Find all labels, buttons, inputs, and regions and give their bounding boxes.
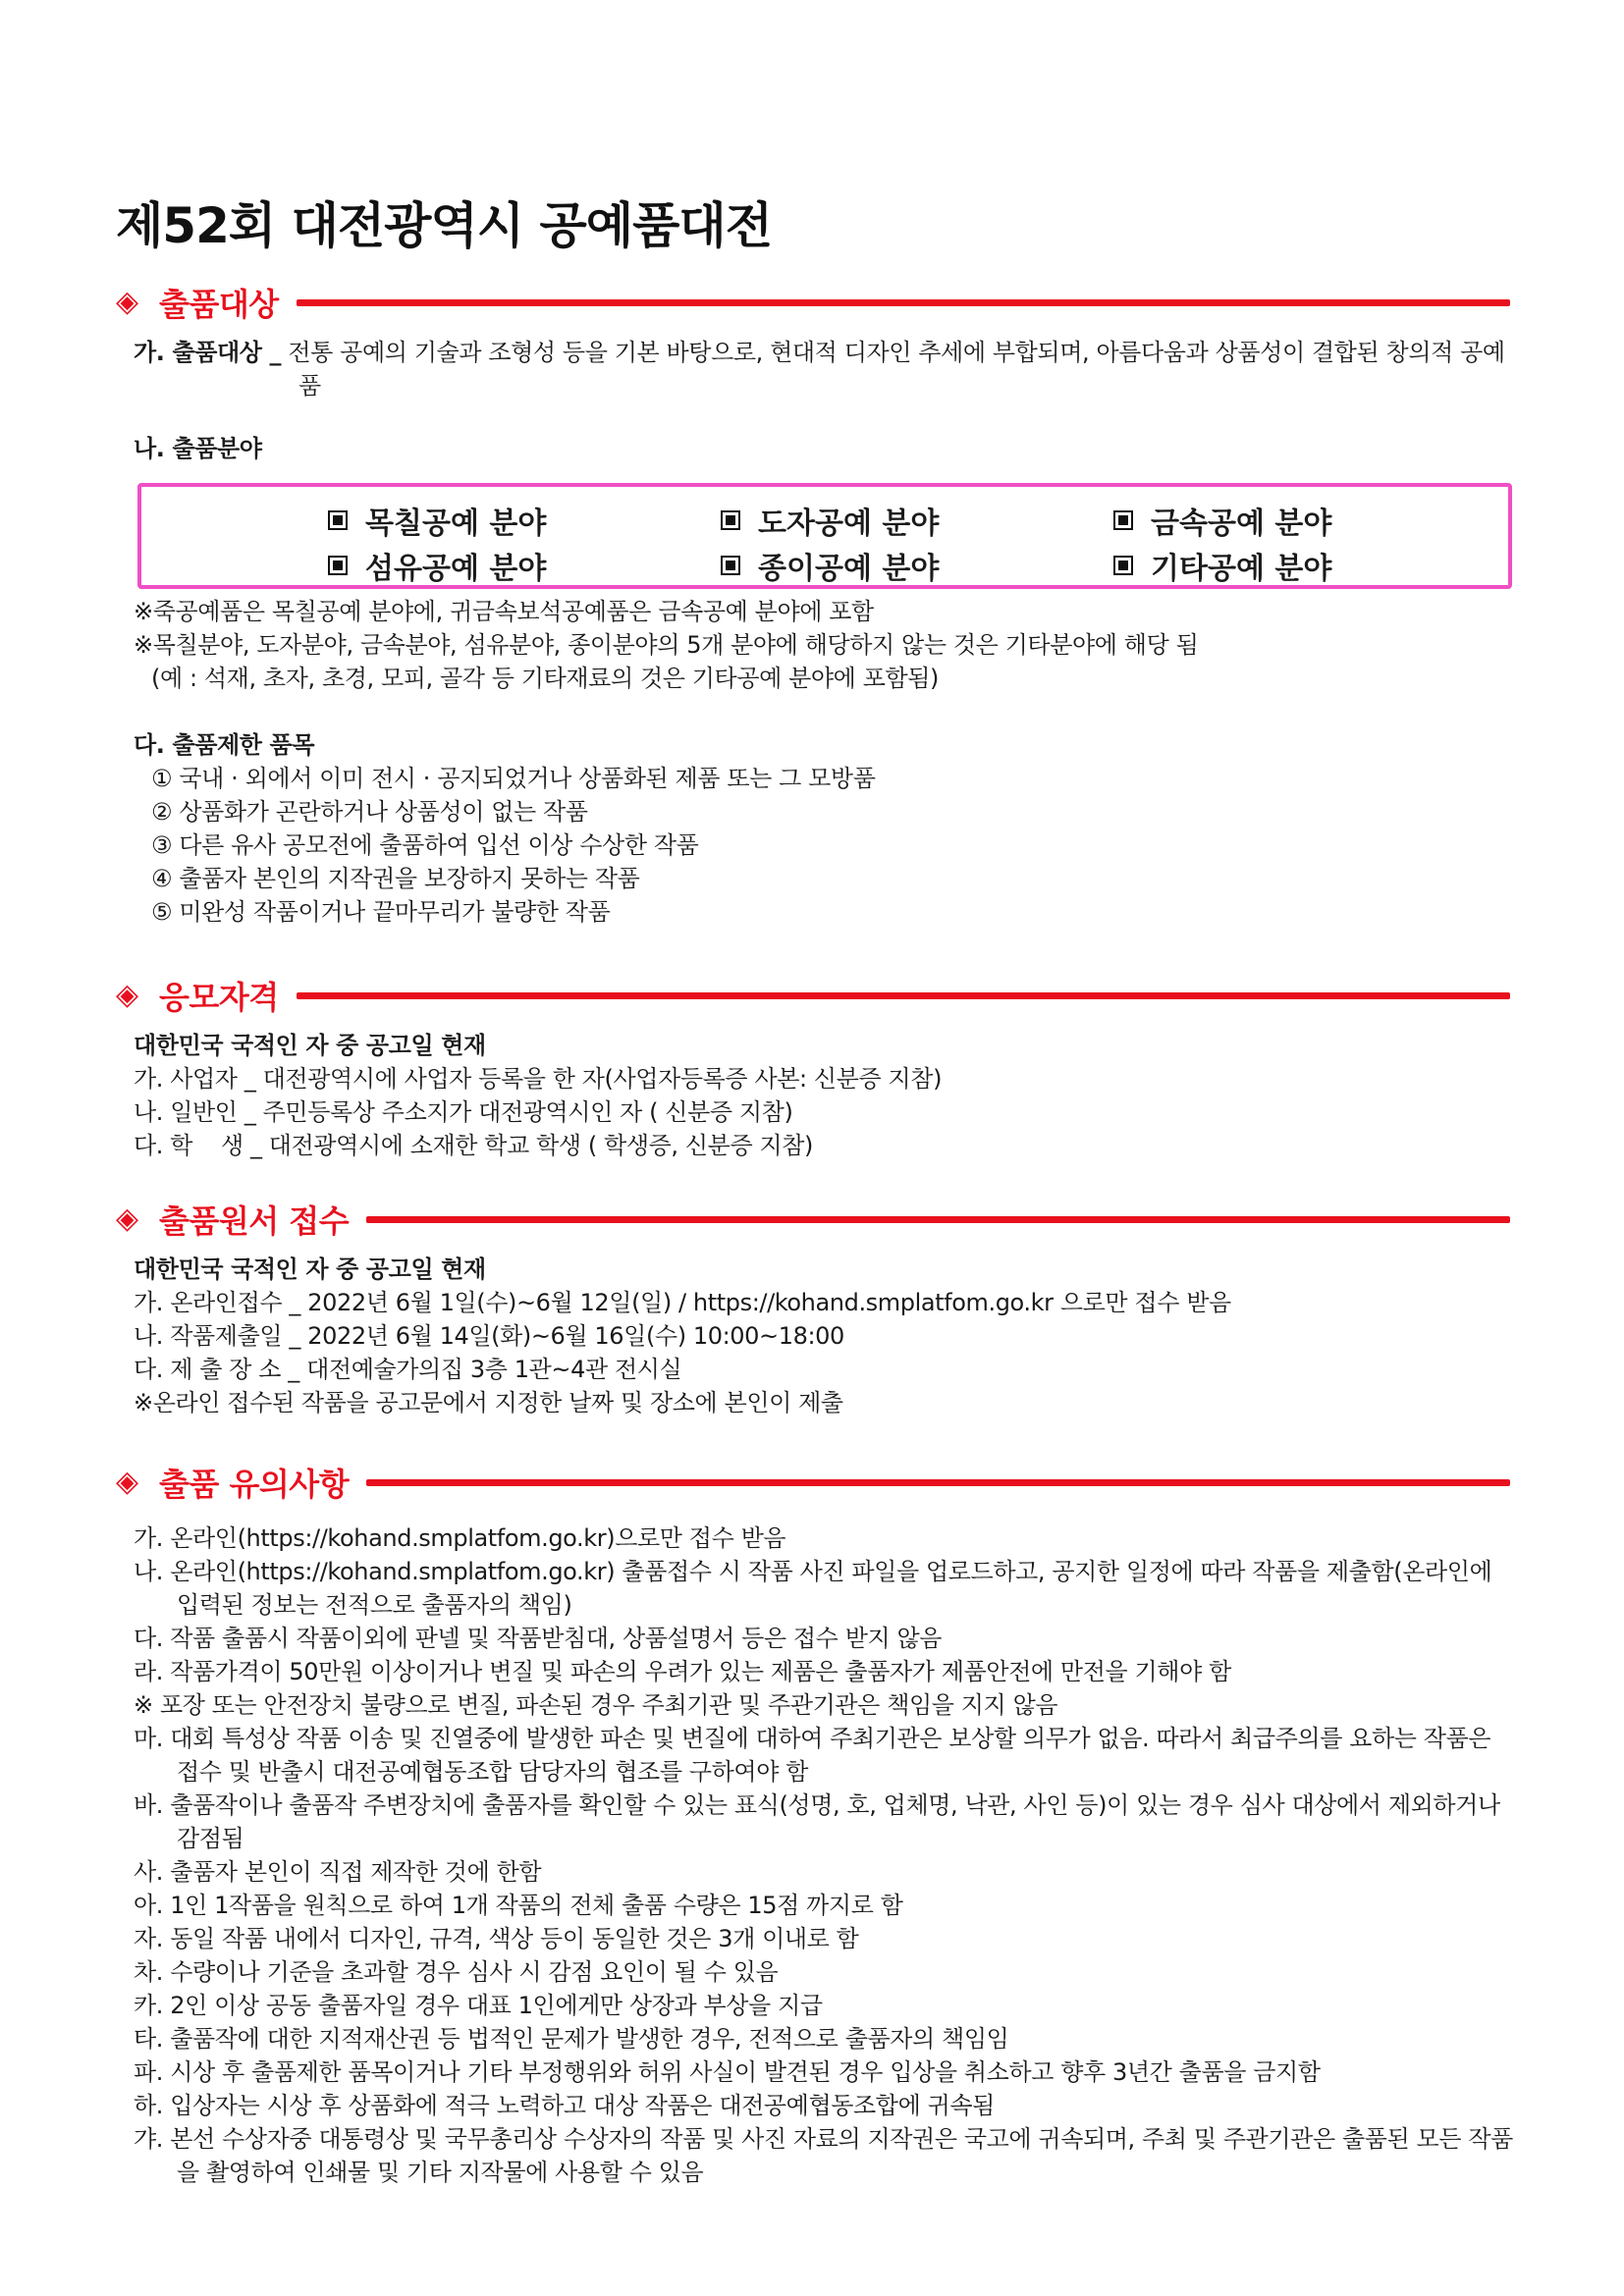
notice-item: 카. 2인 이상 공동 출품자일 경우 대표 1인에게만 상장과 부상을 지급 xyxy=(134,1992,823,2019)
category-text: 섬유공예 분야 xyxy=(365,552,547,586)
target-text: 전통 공예의 기술과 조형성 등을 기본 바탕으로, 현대적 디자인 추세에 부합되며, 아름다움과 상품성이 결합된 창의적 공예품 xyxy=(288,339,1505,400)
eligibility-item: 나. 일반인 _ 주민등록상 주소지가 대전광역시인 자 ( 신분증 지참) xyxy=(134,1098,793,1126)
target-label: 가. 출품대상 _ xyxy=(134,339,282,366)
section-rule xyxy=(366,1479,1510,1486)
restriction-label: 다. 출품제한 품목 xyxy=(134,731,315,759)
notice-item: 차. 수량이나 기준을 초과할 경우 심사 시 감점 요인이 될 수 있음 xyxy=(134,1958,779,1986)
restriction-item: ⑤ 미완성 작품이거나 끝마무리가 불량한 작품 xyxy=(151,898,611,926)
category-text: 도자공예 분야 xyxy=(758,507,940,541)
notice-item: 마. 대회 특성상 작품 이송 및 진열중에 발생한 파손 및 변질에 대하여 주최기관은 보상할 의무가 없음. 따라서 최급주의를 요하는 작품은 접수 및 반출시 대전공예협동조합 담당자의 협조를 구하여야 함 xyxy=(134,1725,1491,1786)
eligibility-lead: 대한민국 국적인 자 중 공고일 현재 xyxy=(134,1032,486,1059)
note-line: ※죽공예품은 목칠공예 분야에, 귀금속보석공예품은 금속공예 분야에 포함 xyxy=(134,598,874,625)
section-title: 출품대상 xyxy=(159,286,279,323)
restriction-item: ② 상품화가 곤란하거나 상품성이 없는 작품 xyxy=(151,798,588,826)
category-item xyxy=(1113,499,1331,542)
notice-item: 자. 동일 작품 내에서 디자인, 규격, 색상 등이 동일한 것은 3개 이내로 함 xyxy=(134,1925,859,1952)
note-line: (예 : 석재, 초자, 초경, 모피, 골각 등 기타재료의 것은 기타공예 분야에 포함됨) xyxy=(151,665,940,692)
category-text: 목칠공예 분야 xyxy=(365,507,547,541)
category-box xyxy=(137,483,1512,589)
category-heading xyxy=(134,432,1518,465)
notice-item: 다. 작품 출품시 작품이외에 판넬 및 작품받침대, 상품설명서 등은 접수 받지 않음 xyxy=(134,1625,943,1652)
section-title: 응모자격 xyxy=(159,979,279,1016)
application-item: ※온라인 접수된 작품을 공고문에서 지정한 날짜 및 장소에 본인이 제출 xyxy=(134,1389,843,1416)
section-title: 출품원서 접수 xyxy=(159,1202,350,1240)
category-item xyxy=(721,544,939,587)
application-item: 다. 제 출 장 소 _ 대전예술가의집 3층 1관~4관 전시실 xyxy=(134,1356,682,1383)
application-list xyxy=(134,1253,1518,1419)
section-rule xyxy=(297,992,1510,999)
eligibility-list xyxy=(134,1029,1518,1162)
category-text: 종이공예 분야 xyxy=(758,552,940,586)
category-item xyxy=(328,544,546,587)
category-item xyxy=(721,499,939,542)
section-header-application xyxy=(116,1200,1510,1239)
notice-item: 갸. 본선 수상자중 대통령상 및 국무총리상 수상자의 작품 및 사진 자료의 지작권은 국고에 귀속되며, 주최 및 주관기관은 출품된 모든 작품을 촬영하여 인쇄물 및 기타 지작물에 사용할 수 있음 xyxy=(134,2125,1513,2186)
notice-item: 아. 1인 1작품을 원칙으로 하여 1개 작품의 전체 출품 수량은 15점 까지로 함 xyxy=(134,1892,903,1919)
note-line: ※목칠분야, 도자분야, 금속분야, 섬유분야, 종이분야의 5개 분야에 해당하지 않는 것은 기타분야에 해당 됨 xyxy=(134,631,1199,659)
target-line xyxy=(134,336,1518,402)
filled-square-icon xyxy=(1113,556,1133,575)
section-header-eligibility xyxy=(116,976,1510,1015)
notice-item: 사. 출품자 본인이 직접 제작한 것에 한함 xyxy=(134,1858,542,1886)
notice-item: 나. 온라인(https://kohand.smplatfom.go.kr) 출품접수 시 작품 사진 파일을 업로드하고, 공지한 일정에 따라 작품을 제출함(온라인에 입력된 정보는 전적으로 출품자의 책임) xyxy=(134,1558,1492,1619)
application-lead: 대한민국 국적인 자 중 공고일 현재 xyxy=(134,1255,486,1283)
document-title: 제52회 대전광역시 공예품대전 xyxy=(116,197,772,254)
category-label: 나. 출품분야 xyxy=(134,435,262,462)
section-header-notice xyxy=(116,1463,1510,1502)
notice-list xyxy=(134,1522,1518,2189)
notice-item: 가. 온라인(https://kohand.smplatfom.go.kr)으로만 접수 받음 xyxy=(134,1524,786,1552)
restriction-item: ① 국내 · 외에서 이미 전시 · 공지되었거나 상품화된 제품 또는 그 모방품 xyxy=(151,765,876,792)
application-item: 나. 작품제출일 _ 2022년 6월 14일(화)~6월 16일(수) 10:00~18:00 xyxy=(134,1322,844,1350)
section-rule xyxy=(366,1216,1510,1223)
category-item xyxy=(1113,544,1331,587)
section-title: 출품 유의사항 xyxy=(159,1466,350,1503)
category-text: 기타공예 분야 xyxy=(1151,552,1332,586)
notice-item: 바. 출품작이나 출품작 주변장치에 출품자를 확인할 수 있는 표식(성명, 호, 업체명, 낙관, 사인 등)이 있는 경우 심사 대상에서 제외하거나 감점됨 xyxy=(134,1791,1500,1852)
category-text: 금속공예 분야 xyxy=(1151,507,1332,541)
target-description xyxy=(134,336,1518,402)
diamond-marker-icon: ◈ xyxy=(116,1201,139,1236)
section-rule xyxy=(297,299,1510,306)
application-item: 가. 온라인접수 _ 2022년 6월 1일(수)~6월 12일(일) / https://kohand.smplatfom.go.kr 으로만 접수 받음 xyxy=(134,1289,1231,1316)
eligibility-item: 가. 사업자 _ 대전광역시에 사업자 등록을 한 자(사업자등록증 사본: 신분증 지참) xyxy=(134,1065,943,1093)
notice-item: 하. 입상자는 시상 후 상품화에 적극 노력하고 대상 작품은 대전공예협동조합에 귀속됨 xyxy=(134,2092,995,2119)
category-notes xyxy=(134,595,1518,695)
section-header-target xyxy=(116,283,1510,322)
filled-square-icon xyxy=(328,556,348,575)
diamond-marker-icon: ◈ xyxy=(116,285,139,319)
notice-item: ※ 포장 또는 안전장치 불량으로 변질, 파손된 경우 주최기관 및 주관기관은 책임을 지지 않음 xyxy=(134,1691,1058,1719)
notice-item: 파. 시상 후 출품제한 품목이거나 기타 부정행위와 허위 사실이 발견된 경우 입상을 취소하고 향후 3년간 출품을 금지함 xyxy=(134,2058,1321,2086)
eligibility-item: 다. 학 생 _ 대전광역시에 소재한 학교 학생 ( 학생증, 신분증 지참) xyxy=(134,1132,814,1159)
filled-square-icon xyxy=(328,510,348,530)
notice-item: 타. 출품작에 대한 지적재산권 등 법적인 문제가 발생한 경우, 전적으로 출품자의 책임임 xyxy=(134,2025,1009,2053)
notice-item: 라. 작품가격이 50만원 이상이거나 변질 및 파손의 우려가 있는 제품은 출품자가 제품안전에 만전을 기해야 함 xyxy=(134,1658,1231,1685)
restriction-list xyxy=(134,728,1518,929)
filled-square-icon xyxy=(1113,510,1133,530)
diamond-marker-icon: ◈ xyxy=(116,1465,139,1499)
restriction-item: ④ 출품자 본인의 지작권을 보장하지 못하는 작품 xyxy=(151,865,640,892)
filled-square-icon xyxy=(721,556,740,575)
diamond-marker-icon: ◈ xyxy=(116,978,139,1012)
restriction-item: ③ 다른 유사 공모전에 출품하여 입선 이상 수상한 작품 xyxy=(151,831,699,859)
filled-square-icon xyxy=(721,510,740,530)
category-item xyxy=(328,499,546,542)
